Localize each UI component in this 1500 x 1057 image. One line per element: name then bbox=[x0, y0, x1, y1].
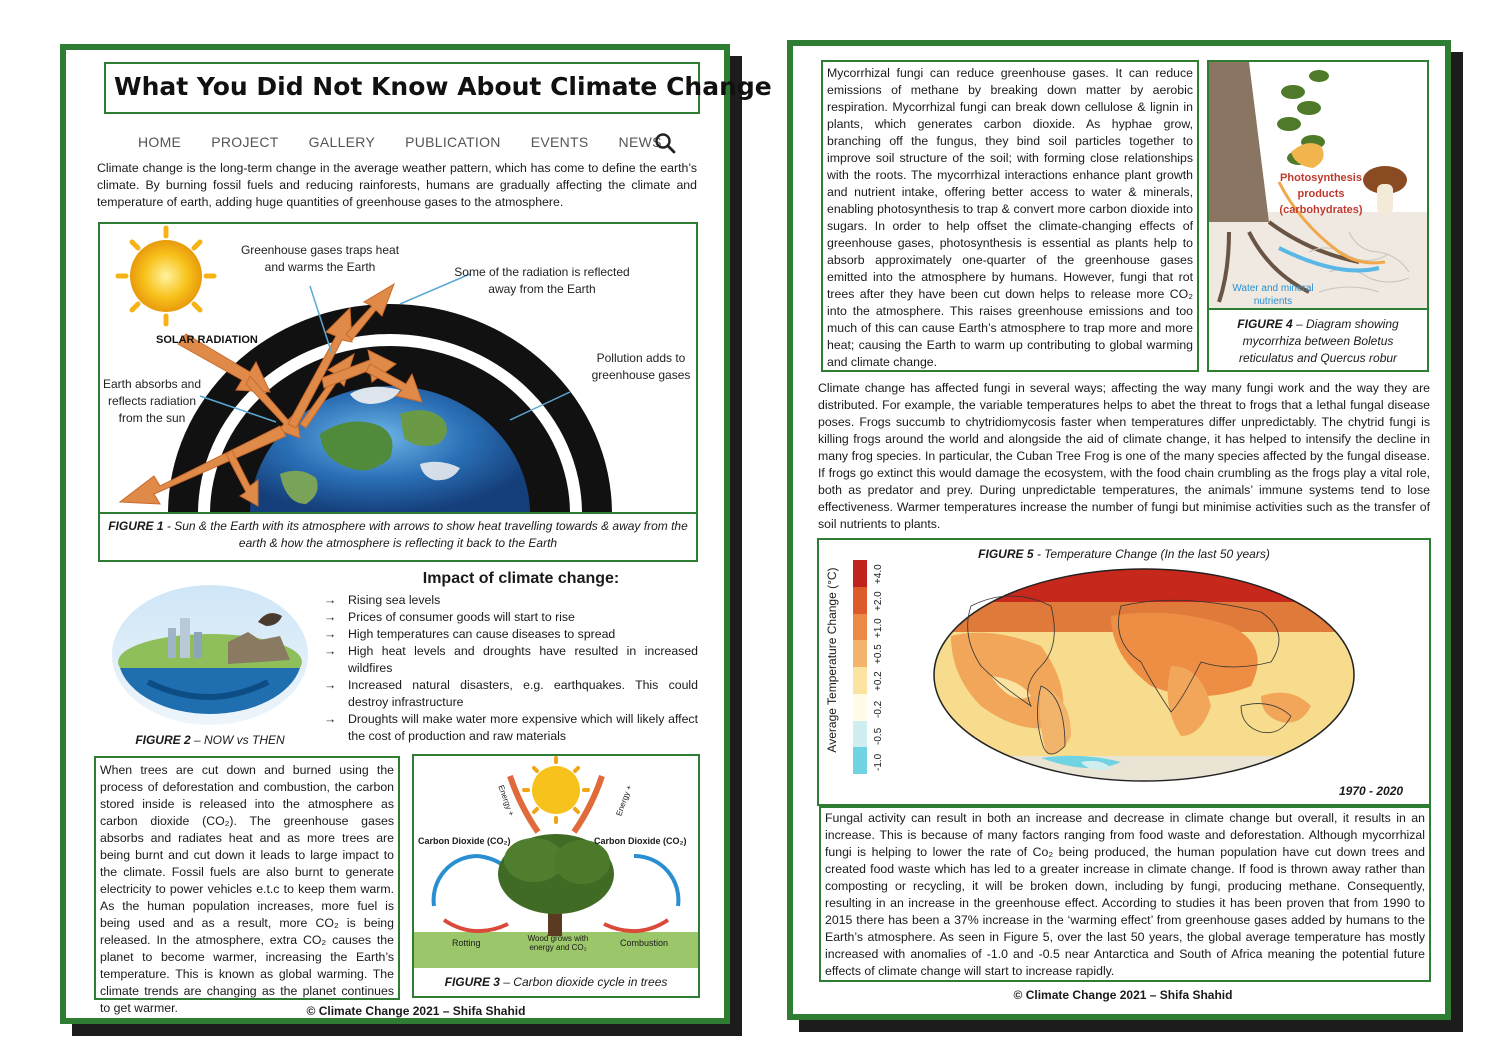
impact-item: → Increased natural disasters, e.g. earthquakes. This could destroy infrastructure bbox=[322, 677, 698, 711]
temperature-scale-ticks bbox=[871, 560, 891, 774]
fig1-label-solar: SOLAR RADIATION bbox=[156, 334, 258, 346]
intro-paragraph: Climate change is the long-term change in the average weather pattern, which has come to define the earth’s climate. By burning fossil fuels and reducing rainforests, humans are gradually affecting the climate and temperature of earth, adding huge quantities of greenhouse gases to the atmosphere. bbox=[97, 161, 697, 209]
impact-item: → High heat levels and droughts have resulted in increased wildfires bbox=[322, 643, 698, 677]
deforestation-box bbox=[94, 756, 400, 1015]
scale-swatch bbox=[853, 640, 867, 667]
mycorrhizal-paragraph: Mycorrhizal fungi can reduce greenhouse gases. It can reduce emissions of methane by breaking down matter by aerobic respiration. Mycorrhizal fungi can break down cellulose & lignin in plants, which generates carbon dioxide. As hyphae grow, branching off the fungus, they bind soil particles together to improve soil structure of the soil; with forming close relationships with the roots. The mycorrhizal interactions enhance plant growth and nutrient intake, offering better access to water & minerals, enabling photosynthesis to trap & convert more carbon dioxide into sugars. In order to help offset the climate-changing effects of greenhouse gases, photosynthesis is essential as plants help to absorb approximately one-quarter of the greenhouse gases emitted into the atmosphere by humans. However, fungi that rot trees after they have been cut down helps to release more CO₂ into the atmosphere. This raises greenhouse emissions and too much of this can cause Earth’s atmosphere to trap more and more heat; causing the Earth to warm up contributing to global warming and climate change. bbox=[827, 66, 1193, 369]
deforestation-paragraph: When trees are cut down and burned using the process of deforestation and combustion, the carbon stored inside is released into the atmosphere as carbon dioxide (CO₂). The greenhouse gases absorbs and radiates heat and as more trees are being burnt and cut down it leads to large impact to the climate. Fossil fuels are also burnt to generate electricity to power vehicles e.t.c to keep them warm. As the human population increases, more fuel is being used and as a result, more CO₂ is being released. In the atmosphere, extra CO₂ causes the planet to become warmer, increasing the Earth’s temperature. This is known as global warming. The climate trends are changing as the planet continues to get warmer. bbox=[100, 763, 394, 1015]
nav-events[interactable]: EVENTS bbox=[530, 134, 589, 150]
scale-swatch bbox=[853, 587, 867, 614]
conclusion-paragraph: Fungal activity can result in both an increase and decrease in climate change but overall, it results in an increase. This is because of many factors ranging from food waste and deforestation. Although mycorrhizal fungi is helping to lower the rate of Co₂ being produced, the human population have cut down trees and created food waste which has led to a greater increase in climate change. If food is thrown away rather than composting or recycling, it will be broken down, including by fungi, producing methane. Consequently, resulting in an increase in the greenhouse effect. According to studies it has been proven that from 1990 to 2015 there has been a 37% increase in the ‘warming effect’ from greenhouse gases added by humans to the Earth’s atmosphere. As seen in Figure 5, over the last 50 years, the global average temperature has mostly increased with anomalies of -1.0 and -0.5 near Antarctica and South of Africa meaning the potential future effects of climate change will start to increase rapidly. bbox=[825, 811, 1425, 978]
page-title: What You Did Not Know About Climate Change bbox=[114, 72, 772, 101]
scale-tick-label: -0.2 bbox=[873, 700, 884, 718]
scale-tick-label: +0.2 bbox=[873, 671, 884, 691]
fig1-label-pollution: Pollution adds to greenhouse gases bbox=[591, 351, 691, 382]
mycorrhizal-box bbox=[821, 60, 1199, 372]
scale-swatch bbox=[853, 747, 867, 774]
scale-swatch bbox=[853, 694, 867, 721]
search-icon[interactable] bbox=[654, 132, 676, 154]
figure4-box bbox=[1207, 60, 1429, 372]
scale-tick-label: +1.0 bbox=[873, 617, 884, 638]
impact-item: → High temperatures can cause diseases to spread bbox=[322, 626, 698, 643]
scale-swatch bbox=[853, 667, 867, 694]
fig3-label-combustion: Combustion bbox=[620, 938, 669, 948]
fig1-label-reflected: Some of the radiation is reflected away from the Earth bbox=[454, 265, 630, 296]
figure5-caption-text: - Temperature Change (In the last 50 years) bbox=[1033, 547, 1270, 561]
temperature-scale-bar bbox=[853, 560, 867, 774]
nav-publication[interactable]: PUBLICATION bbox=[405, 134, 501, 150]
figure4-caption-text: – Diagram showing mycorrhiza between Boletus reticulatus and Quercus robur bbox=[1238, 317, 1399, 365]
figure1-box bbox=[98, 222, 698, 562]
impact-list bbox=[322, 592, 698, 745]
conclusion-box bbox=[819, 806, 1431, 982]
fig5-period-label: 1970 - 2020 bbox=[1339, 784, 1404, 798]
fig1-divider bbox=[100, 512, 696, 514]
figure3-caption-text: – Carbon dioxide cycle in trees bbox=[499, 975, 668, 989]
footer-left: © Climate Change 2021 – Shifa Shahid bbox=[306, 1004, 526, 1018]
scale-tick-label: +2.0 bbox=[873, 591, 884, 611]
figure3-caption-label: FIGURE 3 bbox=[444, 975, 500, 989]
impact-item: → Rising sea levels bbox=[322, 592, 698, 609]
sun-icon bbox=[118, 228, 214, 324]
nav-bar bbox=[138, 134, 698, 150]
figure4-caption-label: FIGURE 4 bbox=[1237, 317, 1293, 331]
impact-item: → Droughts will make water more expensive which will likely affect the cost of production and raw materials bbox=[322, 711, 698, 745]
fig5-axis-label: Average Temperature Change (°C) bbox=[825, 567, 839, 753]
scale-swatch bbox=[853, 721, 867, 748]
impact-item: → Prices of consumer goods will start to rise bbox=[322, 609, 698, 626]
fig3-label-energy-right: Energy + bbox=[614, 783, 634, 818]
figure1-caption-text: - Sun & the Earth with its atmosphere with arrows to show heat travelling towards & away from the earth & how the atmosphere is reflecting it back to the Earth bbox=[163, 519, 688, 550]
figure1-caption-label: FIGURE 1 bbox=[108, 519, 164, 533]
figure5-box bbox=[817, 538, 1431, 806]
right-page bbox=[787, 40, 1451, 1020]
fig1-label-absorbs: Earth absorbs and reflects radiation from the sun bbox=[102, 377, 202, 425]
footer-right: © Climate Change 2021 – Shifa Shahid bbox=[1013, 988, 1233, 1002]
sun-icon bbox=[524, 758, 588, 822]
nav-home[interactable]: HOME bbox=[138, 134, 182, 150]
fungi-effects-paragraph: Climate change has affected fungi in several ways; affecting the way many fungi work and the way they are distributed. For example, the variable temperatures helps to abet the threat to frogs that a lethal fungal disease poses. Frogs succumb to chytridiomycosis faster when temperatures differ unpredictably. The chytrid fungi is killing frogs around the world and alongside the aid of climate change, it has helped to intensify the decline in many frog species. In particular, the Cuban Tree Frog is one of the many species affected by the fungal disease. If frogs go extinct this would damage the ecosystem, with the food chain crumbling as the frogs play a vital role, both as predator and prey. During unpredictable temperatures, the animals’ immune systems tend to lose effectiveness. Warmer temperatures increase the number of fungi but minimise activities such as the transfer of soil nutrients to plants. bbox=[818, 381, 1430, 531]
nav-project[interactable]: PROJECT bbox=[211, 134, 279, 150]
scale-swatch bbox=[853, 614, 867, 641]
figure2-caption-text: – NOW vs THEN bbox=[190, 733, 285, 747]
figure2-caption bbox=[108, 732, 312, 749]
left-page bbox=[60, 44, 772, 1024]
impact-title: Impact of climate change: bbox=[422, 570, 620, 587]
scale-tick-label: +0.5 bbox=[873, 644, 884, 665]
title-box bbox=[104, 62, 772, 114]
figure3-box bbox=[412, 754, 700, 998]
now-vs-then-image bbox=[108, 582, 312, 728]
fig1-label-greenhouse: Greenhouse gases traps heat and warms the Earth bbox=[240, 243, 400, 274]
scale-tick-label: -0.5 bbox=[873, 727, 884, 745]
nav-news[interactable]: NEWS bbox=[618, 134, 662, 150]
fig4-label-photosynthesis: Photosynthesis products (carbohydrates) bbox=[1279, 172, 1363, 216]
fig3-label-co2-left: Carbon Dioxide (CO₂) bbox=[418, 836, 511, 846]
fig4-label-water: Water and mineral nutrients bbox=[1232, 283, 1314, 307]
fig3-label-rotting: Rotting bbox=[452, 938, 481, 948]
fig3-label-wood: Wood grows with energy and CO₂ bbox=[527, 934, 589, 952]
figure5-caption bbox=[819, 546, 1429, 563]
fig3-label-co2-right: Carbon Dioxide (CO₂) bbox=[594, 836, 687, 846]
scale-swatch bbox=[853, 560, 867, 587]
scale-tick-label: -1.0 bbox=[873, 754, 884, 772]
figure2-caption-label: FIGURE 2 bbox=[135, 733, 191, 747]
figure1-caption bbox=[106, 518, 690, 552]
figure4-caption bbox=[1217, 316, 1419, 367]
figure3-caption bbox=[418, 974, 694, 991]
scale-tick-label: +4.0 bbox=[873, 564, 884, 584]
temperature-map bbox=[931, 566, 1357, 784]
fig4-divider bbox=[1209, 308, 1427, 310]
fig3-label-energy-left: Energy + bbox=[496, 783, 516, 818]
nav-gallery[interactable]: GALLERY bbox=[308, 134, 376, 150]
figure5-caption-label: FIGURE 5 bbox=[978, 547, 1034, 561]
